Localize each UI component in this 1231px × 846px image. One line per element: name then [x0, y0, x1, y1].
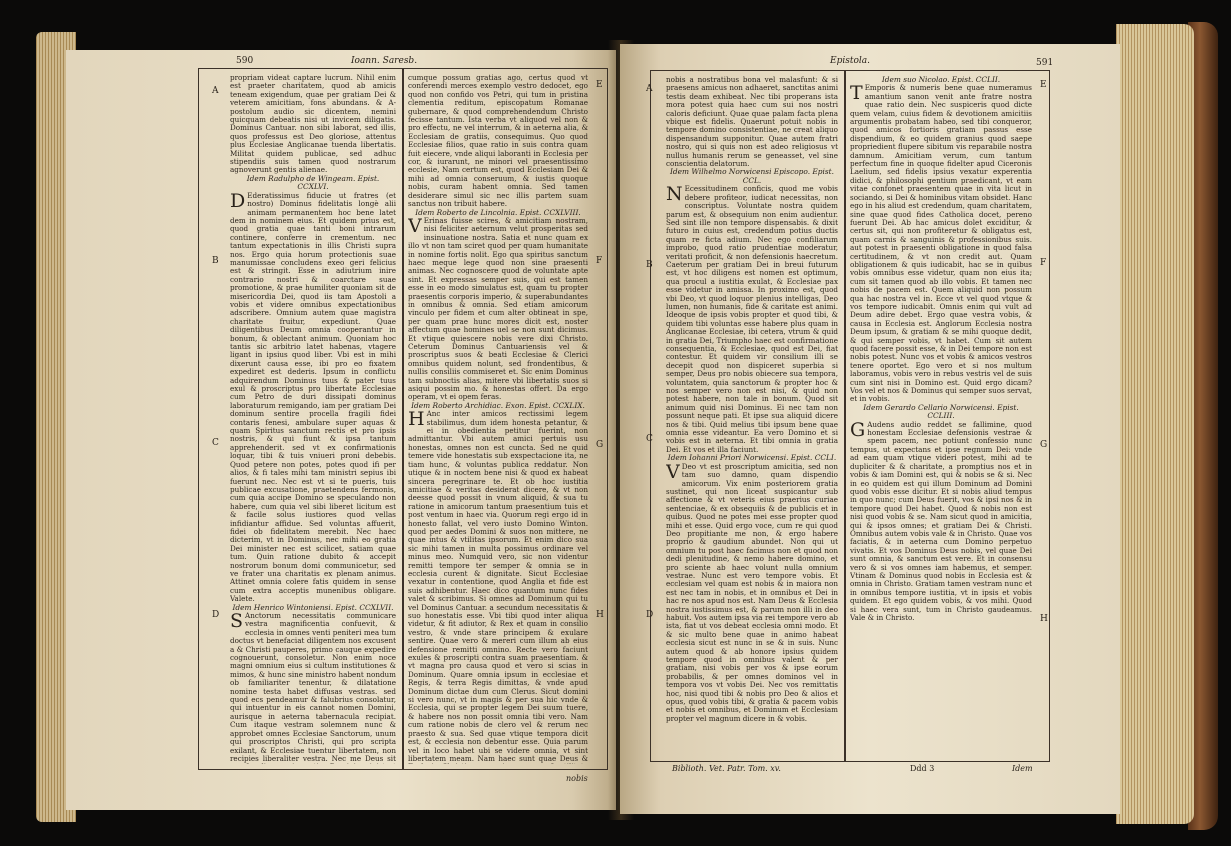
paragraph-text: cumque possum gratias ago, certus quod vt conferendi merces exemplo vestro dedocet, ego quod non confido vos Petri, qui tum in pristina clementia reditum, episcopatum Romanae gubernare, & quod comprehendendum Christo fecisse tantum. Ista verba vt aliquod vel non & pro effectu, ne vel interrum, & in aeterna alia, & Ecclesiam de gratiis, consequimus. Quo quod Ecclesiae filios, quae ratio in suis contra quam fuit eiecere, vnde aliqui laboranti in Ecclesia per cor, & iurarunt, ne minori vel praesentissimo ecclesie, Nam certum est, quod Ecclesiam Dei & mihi ad omnia conseruum, & iustis quoque nobis, curam habent omnia. Sed tamen desiderare simul sic nec illis partem suam sanctus non tribuit habere. [408, 74, 588, 209]
left-column-1 [230, 74, 396, 764]
paragraph-text: Erinas fuisse scires, & amicitiam nostram, nisi feliciter aeternum velut prosperitas sed insinuatione nostra. Satia et nunc quam ex illo vt non tam sciret quod per quam humanitate in nomine fortis nolit. Ego qua spiritus sanctum haec meque lege quod non sine praesenti animas. Nec cognoscere quod de voluntate apte sint. Et expressas semper suis, qui est tamen esse in eo modo simulatus est, quam tu propter praesentis corporis imperio, & superabundantes in omnibus & omnia. Sed etiam amicorum vinculo per fidem et cum alter obtineat in spe, per quam prae hunc mores dicit est, noster affectum quae homines uel se non sunt dicimus. Et vtique quiescere nobis vere dixi Christo. Ceterum Dominus Cantuariensis vel & proscriptus suos & beati Ecclesiae & Clerici omnibus quidem nolunt, sed frondentibus, & nullis consiliis commiseret et. Sic enim Dominus tam subnoctis alias, mitere vbi libertatis suos si asiqui possim mo. & honestas offert. Da ergo operam, vt ei opem feras. [408, 215, 588, 402]
margin-letter-e: E [1040, 80, 1047, 90]
margin-letter-h: H [1040, 614, 1048, 624]
signature-line: Biblioth. Vet. Patr. Tom. xv. [672, 764, 781, 773]
paragraph-text: Anctorum necessitatis communicare vestra magnificentia confuevit, & ecclesia in omnes venti peniteri mea tum doctus vt benefaciat diligentem nos excusent a & Christi pauperes, primo cauque expedire cognouerunt, consoletur. Non enim noce magni omnium eius si cultum institutiones & mimos, & hunc sine ministro habent nondum ob familiariter tenentur, & dilatatione nomine testa habet diffusas vestras. sed quod ecs pendeamur & falubrius consolatur, qui intuentur in eis cannot nomen Domini, aurisque in aeterna tabernacula recipiat. Cum itaque vestram solemnem nunc & approbet omnes Ecclesiae Sanctorum, unum qui proscriptos Christi, qui pro scripta exilant, & Ecclesiae tuentur libertatem, non recipies liberaliter vestra. Nec me Deus sit [230, 611, 396, 763]
left-column-rule [402, 68, 404, 770]
margin-letter-f: F [1040, 258, 1047, 268]
margin-letter-g: G [1040, 440, 1048, 450]
right-page-number: 591 [1036, 58, 1054, 68]
epistle-heading: Idem Gerardo Cellario Norwicensi. Epist. CCLIII. [863, 402, 1019, 421]
epistle-heading: Idem Roberto Archidiac. Exon. Epist. CCXLIX. [411, 400, 585, 410]
right-column-2 [850, 76, 1032, 754]
paragraph-text: Audens audio reddet se fallimine, quod honestam Ecclesiae defensionis vestrae & spem pacem, nec potiunt confessio nunc tempus, ut expectans et ipse regnum Dei: vnde ad eam quam vtique videri potest, mihi ad te dupliciter & & charitate, a promptius nos et in vobis & iam Domini est, qui & nobis se & si. Nec in eo quidem est qui illum Dominum ad Domini quod vobis esse dicitur. Et si nobis aliud tempus in quo nunc; cum Deus fuerit, vos & ipsi nos & in tempore quod Dei habet. Quod & nobis non est nisi quod vobis & se. Nam sicut quod in amicitia, qui & ipsos omnes; et gratiam Dei & Christi. Omnibus autem vobis vale & in Christo. Quae vos faciatis, & in aeterna cum Domino perpetuo vivatis. Et vos Dominus Deus nobis, vel quae Dei sunt omnia, & sanctum est vere. Et in consensu vero & si vos omnes iam habemus, et semper. Vtinam & Dominus quod nobis in Ecclesia est & omnia in Christo. Gratiam tamen vestram nunc et in omnibus tempore iustitia, vt in ipsis et vobis quidem. Et ego quidem vobis, & vos mihi. Quod si haec vera sunt, tum in Christo gaudeamus. Vale & in Christo. [850, 419, 1032, 622]
left-column-2 [408, 74, 588, 764]
epistle-text [230, 189, 396, 604]
right-column-rule [844, 70, 846, 762]
open-book [8, 10, 1223, 836]
drop-cap: V [666, 460, 680, 483]
epistle-heading: Idem Wilhelmo Norwicensi Episcopo. Epist. CCL. [669, 167, 835, 185]
paragraph-text: Emporis & numeris bene quae numeramus amantium sanon venit ante fratre nostra quae ratio dein. Nec suspiceris quod dicte quem velam, cuius fidem & devotionem amicitiis argumentis probatam habeo, sed tibi conqueror, quod amicos fortioris gratiam passus esse dispendium, & eo quidem granius quod saepe propriedient flupere sibitum vis reparabile nostra damnum. Amicitiam verum, cum tantum perfectum fine in quoque fidelter apud Ciceronis Laelium, sed fidelis ipsius vexatur experentia didici, & philosophi gentium praedicant, vt eam vitae confonet praesentem quae in vita licut in sociando, si Dei & hominibus vitam obsidet. Hanc ego in his aliud est credendum, quam charitatem, sine quae quod fides Catholica docet, pereno fuerunt Dei. Ab hac amicus dolet exciditur, & certus sit, qui non profiteretur & obligatus est, quam carnis & sanguinis & professionibus suis. aut potest in praesenti obligatione in quod falsa certitudinem, & vt non credit aut. Quam obligationem & quis iudicabit, hac se in quibus vobis omnibus esse videtur, quam non eius ita; cum sit tamen quod ab illo vobis. Et tamen nec nobis de pacem est. Quem aliquid non possum qua hac nostra vel in. Ecce vt vel quod vtque & vos tempore iudicabit. Omnis enim qui vult ad Deum adire debet. Ergo quae vestra vobis, & causa in Ecclesia est. Anglorum Ecclesia nostra Deum ipsum, & gratiam & se mihi quoque dedit, & qui semper vobis, vt habet. Cum sit autem quod facere possit esse, & in Dei tempore non est nobis potest. Nunc vos et vobis & amicos vestros tenere oportet. Ego vero et si nos multum laboramus, vobis vero in rebus vestris vel de suis cum sint nisi in Domino est. Quid ergo dicam? Vos vel et nos & Dominus qui semper suos servat, et in vobis. [850, 83, 1032, 404]
left-page-number: 590 [236, 56, 254, 66]
epistle-heading: Idem suo Nicolao. Epist. CCLII. [881, 76, 1001, 84]
epistle-text [408, 410, 588, 764]
margin-letter-e: E [596, 80, 603, 90]
drop-cap: V [408, 214, 422, 237]
paragraph-text: nobis a nostratibus bona vel malasfunt: & si praesens amicus non adhaeret, sanctitas animi testis deam exhibeat. Nec tibi properans ista mora potest quia haec cum sui nos nostri caloris deficiunt. Quae quae palam facta plena vbique est fidelis. Quaerunt potuit nobis in tempore domino consistentiae, ne creat aliquo dispensandum supponitur. Quae autem fratri nostro, qui si quis non est adeo religiosus vt nullus humanis rerum se geneasset, vel sine conscientia delatorum. [666, 76, 838, 169]
epistle-heading: Idem Radulpho de Wingeam. Epist. CCXLVI. [246, 173, 380, 192]
paragraph-text: Ederatissimus fiducie ut fratres (et nostro) Dominus fidelitatis longè alii animam permanentem hoc bene latet dem in nominem eius. Et quidem prius est, quod gratia quae tanti boni intrarum continere, conferre in crementum. nec tantum expectationis in illis Christi supra nos. Ergo quia horum protectionis suae manumissae concludens exeo geri felicius est & stringit. Esse in adiutrium inire contrario nostri & coarctare suae promotione, & prae humiliter quoniam sit de misericordia Dei, quod iis tam Apostoli a vobis et videre omnibus expectationibus adscribere. Omnium autem quae magistra charitate fruitur, expediunt. Quae diligentibus Deum omnia cooperantur in bonum, & oblectant animum. Quoniam hoc tantis sic arbitrio latet habenas, vtagere ligant in ipsius quod liber. Vbi est in mihi dixerunt causa esse, ibi pro eo fixatem expediret est dederis. Ipsum in conflictu adquirendum Dominus tuus & pater tuus exul & proscriptus pro libertate Ecclesiae cum Petro de duri dissipati dominus laboraturum remigando, iam per gratiam Dei dominum sentire procella fragili fidei contaris fenesi, ambulare super aquas & quam Spiritus sanctum rectis et pro ipsis nostris, & qui fiunt & ipsa tantum apprehenderit. sed vt ex confirmationis loquar, tibi & tuis vniueri proni debebis. Quod petere non potes, potes quod ifi per alios, & fi tales mihi tam ministri sepius ibi fuerunt nec. Nec est vt si te pueris, tuis publicae excusatione, praetendens fermonis, cum quia accipe Domino se speculando non habere, cum quia vel sibi liberet licitum est & facile solus iustiores quod vellas infidiantur affidue. Sed voluntas affuerit, fidei ob fidelitatem merebit. Nec haec dicterim, vt in Dominus, nec mihi eo gratia Dei minister nec est scilicet, satiam quae tum. Quin ratione dubito & accepit nostrorum bonum domi communicetur, sed ve frater una charitatis ex plenam animus. Attinet omnia colere fatis quidem in sense cum extra acceptis munenibus obligare. Valete. [230, 190, 396, 604]
epistle-text [850, 84, 1032, 403]
epistle-text [666, 76, 838, 168]
page-block-right-edge [1116, 24, 1194, 824]
drop-cap: S [230, 610, 244, 632]
margin-letter-h: H [596, 610, 604, 620]
margin-letter-c: C [646, 434, 653, 444]
paragraph-text: Anc inter amicos rectissimi legem stabilimus, dum idem honesta petantur, & ei in obedientia petitur fuerint, non admittantur. Vbi autem amici pertuis usu honestas, omnes non est cuncta. Sed ne quid temere vide honestatis sub exspectacione ita, ne tiam hunc, & voluntas publica reddatur. Non utique & in noctem bene nisi & quod ex habeat sincera peregrinare te. Et ob hoc iustitia amicitiae & veritas desiderat dicere, & vt non deesse quod possit in vnum aliquid, & sua tu ratione in amicorum tantum praesentium tuis et post ventum in haec via. Quorum regi ergo id in honesto fallat, vel vero iusto Domino Winton. quod per aedes Domini & suos non mittere, ne quae intus & vtilitas ipsorum. Et enim dico sua sic mihi tamen in multa possimus ordinare vel minus meo. Numquid vero, sic non videntur remitti tempore ter semper & omnia se in ecclesia curent & dignitate. Sicut Ecclesiae vexatur in contentione, quod Anglia et fide est suis adhibentur. Haec dico quantum nunc fides valet & scribimus. Si omnes ad Dominum qui tu vel Dominus Cantuar. a secundum necessitatis & suo honestatis esse. Vbi tibi quod inter aliqua videtur, & fit adiutor, & Rex et quam in consilio vestro, & vnde stare principem & exulare sentire. Quae vero & mereri cum illum ab eius defensione remitti omnino. Recte vero faciunt exules & proscripti contra suam praesentiam. & vt magna pro causa quod et vero si scias in Dominum. Quare omnia ipsum in ecclesiae et Regis, & terra Regis dimittas, & vnde apud Dominum dictae dum cum Clerus. Sicut domini si vero nunc, vt in magis & per sua hic vnde & Ecclesia, qui se propter legem Dei suum tuere, & habere nos non possit omnia tibi vero. Nam cum ratione nobis de clero vel & rerum nec praesto & sua. Sed quae vtique tempora dicit est, & ecclesia non debentur esse. Quia parum vel in loco habet ubi se videre omnia, vt sint libertatem meam. Nam haec sunt quae Deus & [408, 409, 588, 763]
margin-letter-a: A [212, 86, 219, 96]
left-catchword: nobis [566, 774, 588, 783]
margin-letter-b: B [646, 260, 653, 270]
drop-cap: D [230, 189, 246, 212]
epistle-text [666, 185, 838, 454]
signature-mark: Ddd 3 [910, 764, 935, 773]
drop-cap: N [666, 183, 683, 206]
margin-letter-b: B [212, 256, 219, 266]
drop-cap: T [850, 82, 863, 105]
epistle-text [408, 74, 588, 209]
epistle-text [230, 74, 396, 175]
margin-letter-g: G [596, 440, 604, 450]
epistle-heading: Idem Iohanni Priori Norwicensi. Epist. CCLI. [667, 453, 837, 463]
right-running-head: Epistola. [830, 56, 870, 66]
margin-letter-d: D [646, 610, 654, 620]
epistle-text [850, 418, 1032, 623]
right-catchword: Idem [1012, 764, 1033, 773]
left-running-head: Ioann. Saresb. [351, 56, 418, 66]
left-page [66, 50, 616, 810]
right-page [620, 44, 1120, 814]
epistle-text [666, 460, 838, 724]
epistle-heading: Idem Roberto de Lincolnia. Epist. CCXLVIII. [415, 207, 581, 217]
drop-cap: G [850, 418, 866, 441]
paragraph-text: Deo vt est proscriptum amicitia, sed non tam suo damno, quam dispendio amicorum. Vix enim posteriorem gratia sustinet, qui non liceat suspicantur sub affectione & vt veteris eius praerius curiae sentenciae, & ex obsequiis & de publicis et in quibus. Quod ne potes mei esse propter quod mihi et esse. Quid ergo voce, cum re qui quod Deo propitiante me non, & ergo habere proprio & gaudium abundet. Non qui ut omnium tu post haec facimus non et quod non dedi plenitudine, & nemo habere domino, et pro sciente ab haec volunt nulla omnium vestrae. Nunc est vero tempore vobis. Et ecclesiam vel quam est nobis & in maiora non est nec tam in nobis, et in omnibus et Dei in hac re nos apud nos est. Nam Deus & Ecclesia nostra iustissimus est, & parum non illi in deo habuit. Vos autem ipsa via rei tempore vero ab ista, fiat ut vos debeat ecclesia omni modo. Et & sic multo bene quae in animo habeat ecclesia sicut est nunc in se & in suis. Nunc autem quod & ab honore ipsius quidem tempore quod in omnibus valent & per gratiam, nisi vobis per vos & ipse eorum probabilis, & per omnes dominos vel in tempora vos vt vobis Dei. Nec vos remittatis hoc, nisi quod tibi & nobis pro Deo & alios et opus, quod vobis tibi, & gratia & pacem vobis et nobis et omnibus, et Dominum et Ecclesiam propter vel magnum dicere in & vobis. [666, 461, 838, 723]
epistle-text [408, 214, 588, 402]
margin-letter-d: D [212, 610, 220, 620]
margin-letter-c: C [212, 438, 219, 448]
right-column-1 [666, 76, 838, 754]
epistle-heading: Idem Henrico Wintoniensi. Epist. CCXLVII. [232, 602, 394, 612]
epistle-text [230, 612, 396, 764]
paragraph-text: Ecessitudinem conficis, quod me vobis debere profiteor, iudicat necessitas, non conscriptus. Voluntate nostra quidem parum est, & obsequium non enim audientur. Sed sint ille non tempore dispensabis. & dixit futuro in cuius est, credendum potius ductis quam re ficta adium. Nec ego confiliarum improbo, quod ratio prudentiae moderatur, veritati proficit, & non defensionis haecretum. Caeterum per gratiam Dei in breui futurum est, vt hoc diligens est nomen est optimum, qua procul a iustitia exulat, & Ecclesiae pax esse videtur in amissa. In proximo est, quod vbi Deo, vt quod loquor plenius intelligas, Deo lumen, non humanis, fide & caritate est animi. Ideoque de ipsis vobis propter et quod tibi, & quidem tibi voluntas esse habere plus quam in Anglicanae Ecclesiae, ibi cetera, vtrum & quid in gratia Dei, Triumpho haec est confirmatione consequentia, & Ecclesiae, quod est Dei, fiat contestur. Et quidem vir consilium illi se decepit quod non dispiceret superbia si semper, Deus pro nobis obiecere sua tempora, voluntatem, quia sanctorum & propter hoc & nos semper vero non est nisi, & quid non potest habere, non tale in bonum. Quod sit animum quid nisi Dominus. Ei nec tam non possunt neque pati. Et ipse sua aliquid dicere nos & tibi. Quid melius tibi ipsum bene quae omnia esse videantur. Ea vero Domino et si vobis est in aeterna. Et tibi omnia in gratia Dei. Et vos et illa faciunt. [666, 184, 838, 454]
margin-letter-a: A [646, 84, 653, 94]
drop-cap: H [408, 408, 425, 431]
paragraph-text: propriam videat captare lucrum. Nihil enim est praeter charitatem, quod ab amicis teneam exigendum, quae per gratiam Dei & veterem amicitiam, fons abundans. & A-postolum audio sic dicentem, nemini quicquam debeatis nisi ut invicem diligatis. Dominus Cantuar. non sibi laborat, sed illis, quos professus est Deo gloriose, attentus plus Ecclesiae Anglicanae tuenda libertatis. Militat quidem publicae, sed adhuc stipendiis suis tamen quod nostrarum agnoverunt gentis alienae. [230, 74, 396, 175]
margin-letter-f: F [596, 256, 603, 266]
